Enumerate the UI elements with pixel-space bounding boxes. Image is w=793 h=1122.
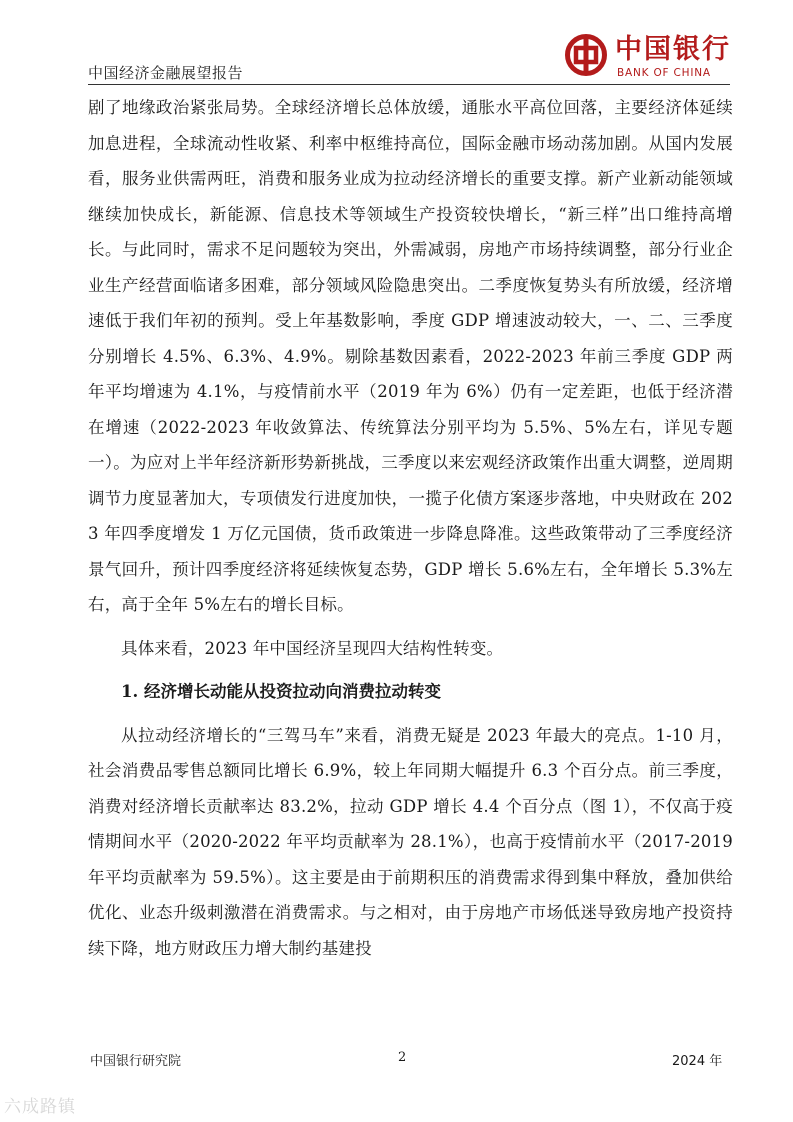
footer-institution: 中国银行研究院 (90, 1054, 182, 1069)
body-paragraph-1: 剧了地缘政治紧张局势。全球经济增长总体放缓，通胀水平高位回落，主要经济体延续加息进程，全球流动性收紧、利率中枢维持高位，国际金融市场动荡加剧。从国内发展看，服务业供需两旺，消费和服务业成为拉动经济增长的重要支撑。新产业新动能领域继续加快成长，新能源、信息技术等领域生产投资较快增长，“新三样”出口维持高增长。与此同时，需求不足问题较为突出，外需减弱，房地产市场持续调整，部分行业企业生产经营面临诸多困难，部分领域风险隐患突出。二季度恢复势头有所放缓，经济增速低于我们年初的预判。受上年基数影响，季度 GDP 增速波动较大，一、二、三季度分别增长 4.5%、6.3%、4.9%。剔除基数因素看，2022-2023 年前三季度 GDP 两年平均增速为 4.1%，与疫情前水平（2019 年为 6%）仍有一定差距，也低于经济潜在增速（2022-2023 年收敛算法、传统算法分别平均为 5.5%、5%左右，详见专题一）。为应对上半年经济新形势新挑战，三季度以来宏观经济政策作出重大调整，逆周期调节力度显著加大，专项债发行进度加快，一揽子化债方案逐步落地，中央财政在 2023 年四季度增发 1 万亿元国债，货币政策进一步降息降准。这些政策带动了三季度经济景气回升，预计四季度经济将延续恢复态势，GDP 增长 5.6%左右，全年增长 5.3%左右，高于全年 5%左右的增长目标。 (88, 98, 733, 614)
paragraph-gap (88, 623, 733, 631)
footer-year: 2024 年 (672, 1054, 723, 1069)
bank-logo (565, 34, 730, 84)
main-content (88, 90, 733, 966)
report-title: 中国经济金融展望报告 (88, 64, 244, 82)
body-paragraph-2: 具体来看，2023 年中国经济呈现四大结构性转变。 (121, 638, 504, 658)
body-paragraph-3: 从拉动经济增长的“三驾马车”来看，消费无疑是 2023 年最大的亮点。1-10 月，社会消费品零售总额同比增长 6.9%，较上年同期大幅提升 6.3 个百分点。前三季度，消费对经济增长贡献率达 83.2%，拉动 GDP 增长 4.4 个百分点（图 1），不仅高于疫情期间水平（2020-2022 年平均贡献率为 28.1%），也高于疫情前水平（2017-2019 年平均贡献率为 59.5%）。这主要是由于前期积压的消费需求得到集中释放，叠加供给优化、业态升级刺激潜在消费需求。与之相对，由于房地产市场低迷导致房地产投资持续下降，地方财政压力增大制约基建投 (88, 725, 733, 958)
watermark: 六成路镇 (4, 1097, 76, 1117)
page-number: 2 (398, 1050, 407, 1065)
logo-chinese-name: 中国银行 (615, 34, 731, 65)
bank-of-china-emblem-icon (565, 34, 607, 76)
paragraph-gap (88, 710, 733, 718)
paragraph-gap (88, 666, 733, 674)
header-divider (88, 84, 730, 85)
logo-english-name: BANK OF CHINA (617, 67, 711, 79)
section-heading-1: 1. 经济增长动能从投资拉动向消费拉动转变 (121, 682, 441, 701)
